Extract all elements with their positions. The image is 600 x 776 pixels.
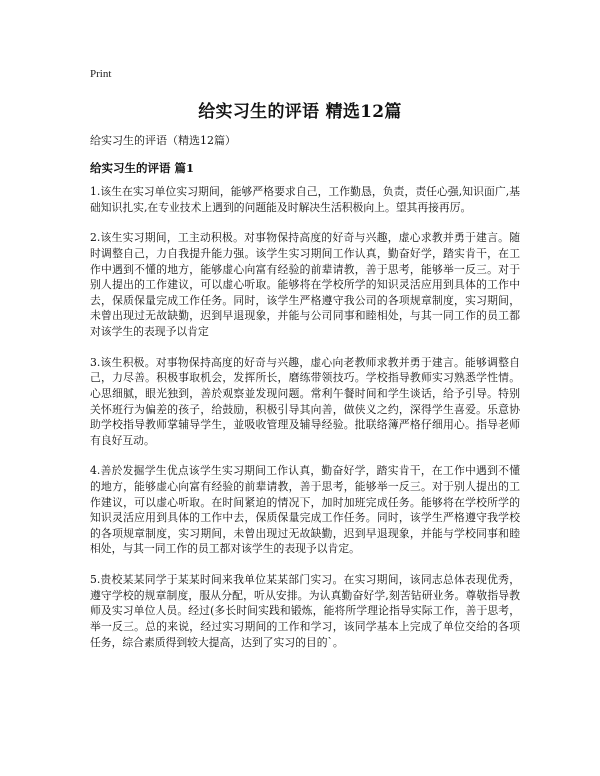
paragraph-3: 3.该生积极。对事物保持高度的好奇与兴趣，虚心向老教师求教并勇于建言。能够调整自己，力尽善。积极事取机会，发挥所长，磨练带领技巧。学校指导教师实习熟悉学性情。心思细腻，眼光独到，善於观察並发现问题。常利午餐时间和学生谈话，给予引导。特别关怀班行为偏差的孩子，给鼓励，积极引导其向善，做侠义之约，深得学生喜爱。乐意协助学校指导教师掌辅导学生，並吸收管理及辅导经验。批联络簿严格仔细用心。指导老师有良好互动。 (90, 355, 520, 447)
print-label: Print (90, 68, 112, 80)
section-heading: 给实习生的评语 篇1 (90, 161, 195, 175)
paragraph-list (90, 184, 520, 665)
document-title: 给实习生的评语 精选12篇 (198, 102, 402, 122)
paragraph-2: 2.该生实习期间，工主动积极。对事物保持高度的好奇与兴趣，虚心求教并勇于建言。随时调整自己，力自我提升能力强。该学生实习期间工作认真，勤奋好学，踏实肯干，在工作中遇到不懂的地方，能够虚心向富有经验的前辈请教，善于思考，能够举一反三。对于别人提出的工作建议，可以虚心听取。能够将在学校所学的知识灵活应用到具体的工作中去，保质保量完成工作任务。同时，该学生严格遵守我公司的各项规章制度，实习期间，未曾出现过无故缺勤，迟到早退现象，并能与公司同事和睦相处，与其一同工作的员工都对该学生的表现予以肯定 (90, 231, 520, 338)
paragraph-4: 4.善於发掘学生优点该学生实习期间工作认真，勤奋好学，踏实肯干，在工作中遇到不懂的地方，能够虚心向富有经验的前辈请教，善于思考，能够举一反三。对于别人提出的工作建议，可以虚心听取。在时间紧迫的情况下，加时加班完成任务。能够将在学校所学的知识灵活应用到具体的工作中去，保质保量完成工作任务。同时，该学生严格遵守我学校的各项规章制度，实习期间，未曾出现过无故缺勤，迟到早退现象，并能与学校同事和睦相处，与其一同工作的员工都对该学生的表现予以肯定。 (90, 464, 520, 556)
paragraph-5: 5.贵校某某同学于某某时间来我单位某某部门实习。在实习期间，该同志总体表现优秀，遵守学校的规章制度，服从分配，听从安排。为认真勤奋好学,刻苦钻研业务。尊敬指导教师及实习单位人员。经过(多长时间实践和锻炼，能将所学理论指导实际工作，善于思考，举一反三。总的来说，经过实习期间的工作和学习，该同学基本上完成了单位交给的各项任务，综合素质得到较大提高，达到了实习的目的`。 (90, 573, 520, 649)
paragraph-1: 1.该生在实习单位实习期间，能够严格要求自己，工作勤恳，负责，责任心强,知识面广,基础知识扎实,在专业技术上遇到的问题能及时解决生活积极向上。望其再接再厉。 (90, 185, 520, 214)
document-subtitle: 给实习生的评语（精选12篇） (90, 134, 236, 147)
